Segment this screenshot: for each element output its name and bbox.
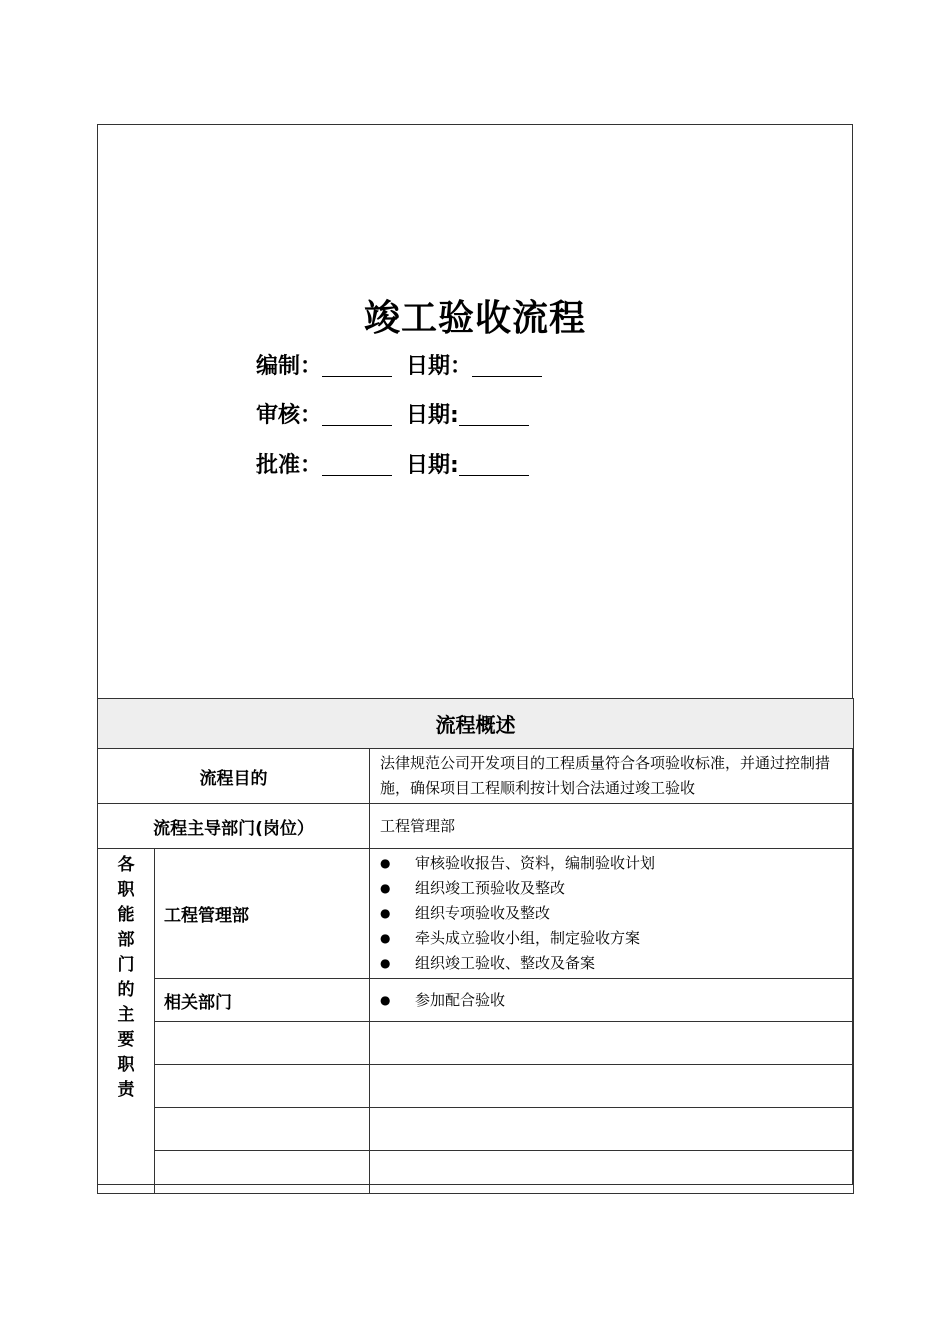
overview-table [97,698,854,1194]
overview-header: 流程概述 [98,699,854,749]
approve-label: 批准： [256,453,323,478]
empty-duty-cell[interactable] [370,1151,854,1194]
bullet-icon: ● [380,906,391,920]
list-item: ● 组织竣工预验收及整改 [380,876,853,901]
compile-blank[interactable] [322,354,392,377]
dept-duties-related [370,979,854,1022]
dept-name-related: 相关部门 [155,979,370,1022]
bullet-icon: ● [380,931,391,945]
empty-dept-cell[interactable] [155,1022,370,1065]
lead-dept-value: 工程管理部 [370,804,854,849]
list-item: ● 牵头成立验收小组，制定验收方案 [380,926,853,951]
review-blank[interactable] [322,403,392,426]
bullet-icon: ● [380,881,391,895]
list-item: ● 组织专项验收及整改 [380,901,853,926]
approve-date-blank[interactable] [459,453,529,476]
compile-date-label: 日期： [406,354,473,379]
review-date-label: 日期: [406,403,459,428]
cover-section [98,125,852,699]
compile-label: 编制： [256,354,323,379]
approve-blank[interactable] [322,453,392,476]
dept-name-engineering: 工程管理部 [155,849,370,979]
review-label: 审核： [256,403,323,428]
bullet-icon: ● [380,956,391,970]
document-title: 竣工验收流程 [363,297,586,339]
sign-row-approve [256,448,529,479]
list-item: ● 组织竣工验收、整改及备案 [380,951,853,976]
empty-dept-cell[interactable] [155,1065,370,1108]
empty-duty-cell[interactable] [370,1108,854,1151]
empty-dept-cell[interactable] [155,1151,370,1194]
sign-row-review [256,398,529,429]
bullet-icon: ● [380,992,391,1007]
purpose-label: 流程目的 [98,749,370,804]
approve-date-label: 日期: [406,453,459,478]
empty-duty-cell[interactable] [370,1065,854,1108]
empty-dept-cell[interactable] [155,1108,370,1151]
review-date-blank[interactable] [459,403,529,426]
empty-duty-cell[interactable] [370,1022,854,1065]
document-frame [97,124,853,1185]
sign-row-compile [256,349,542,380]
lead-dept-label: 流程主导部门(岗位） [98,804,370,849]
list-item: ● 参加配合验收 [380,988,853,1013]
dept-duties-engineering [370,849,854,979]
compile-date-blank[interactable] [472,354,542,377]
purpose-text: 法律规范公司开发项目的工程质量符合各项验收标准，并通过控制措施，确保项目工程顺利按计划合法通过竣工验收 [370,749,854,804]
duties-label: 各 职 能 部 门 的 主 要 职 责 [98,849,155,1194]
list-item: ● 审核验收报告、资料，编制验收计划 [380,851,853,876]
bullet-icon: ● [380,856,391,870]
